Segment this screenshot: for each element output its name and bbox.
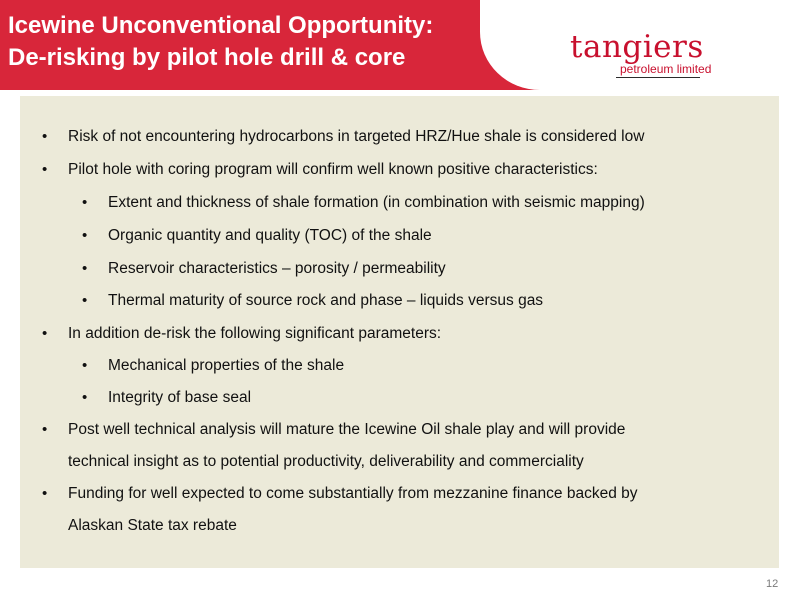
sub-bullet-item-6: Integrity of base seal [108,389,252,406]
sub-bullet-icon: • [82,227,88,244]
bullet-icon: • [42,325,48,342]
bullet-item-4: Post well technical analysis will mature the Icewine Oil shale play and will provide [68,421,626,438]
logo-underline [616,77,700,78]
sub-bullet-icon: • [82,194,88,211]
sub-bullet-item-2: Organic quantity and quality (TOC) of the shale [108,227,432,244]
sub-bullet-item-1: Extent and thickness of shale formation (in combination with seismic mapping) [108,194,645,211]
company-logo-subtitle: petroleum limited [620,62,712,76]
sub-bullet-item-3: Reservoir characteristics – porosity / permeability [108,260,446,277]
bullet-item-5: Funding for well expected to come substantially from mezzanine finance backed by [68,485,638,502]
bullet-icon: • [42,128,48,145]
bullet-icon: • [42,485,48,502]
bullet-item-5-continuation: Alaskan State tax rebate [68,517,237,534]
sub-bullet-item-5: Mechanical properties of the shale [108,357,345,374]
company-logo-wordmark: tangiers [570,29,704,65]
sub-bullet-icon: • [82,292,88,309]
bullet-item-2: Pilot hole with coring program will confirm well known positive characteristics: [68,161,598,178]
content-box [20,96,779,568]
slide-title-line-2: De-risking by pilot hole drill & core [8,44,406,71]
sub-bullet-icon: • [82,389,88,406]
sub-bullet-icon: • [82,260,88,277]
sub-bullet-icon: • [82,357,88,374]
sub-bullet-item-4: Thermal maturity of source rock and phase – liquids versus gas [108,292,544,309]
bullet-item-4-continuation: technical insight as to potential productivity, deliverability and commerciality [68,453,584,470]
page-number: 12 [766,578,779,590]
bullet-item-3: In addition de-risk the following significant parameters: [68,325,442,342]
bullet-icon: • [42,161,48,178]
bullet-item-1: Risk of not encountering hydrocarbons in targeted HRZ/Hue shale is considered low [68,128,645,145]
logo-panel [480,0,800,90]
bullet-icon: • [42,421,48,438]
slide-title-line-1: Icewine Unconventional Opportunity: [8,12,434,39]
